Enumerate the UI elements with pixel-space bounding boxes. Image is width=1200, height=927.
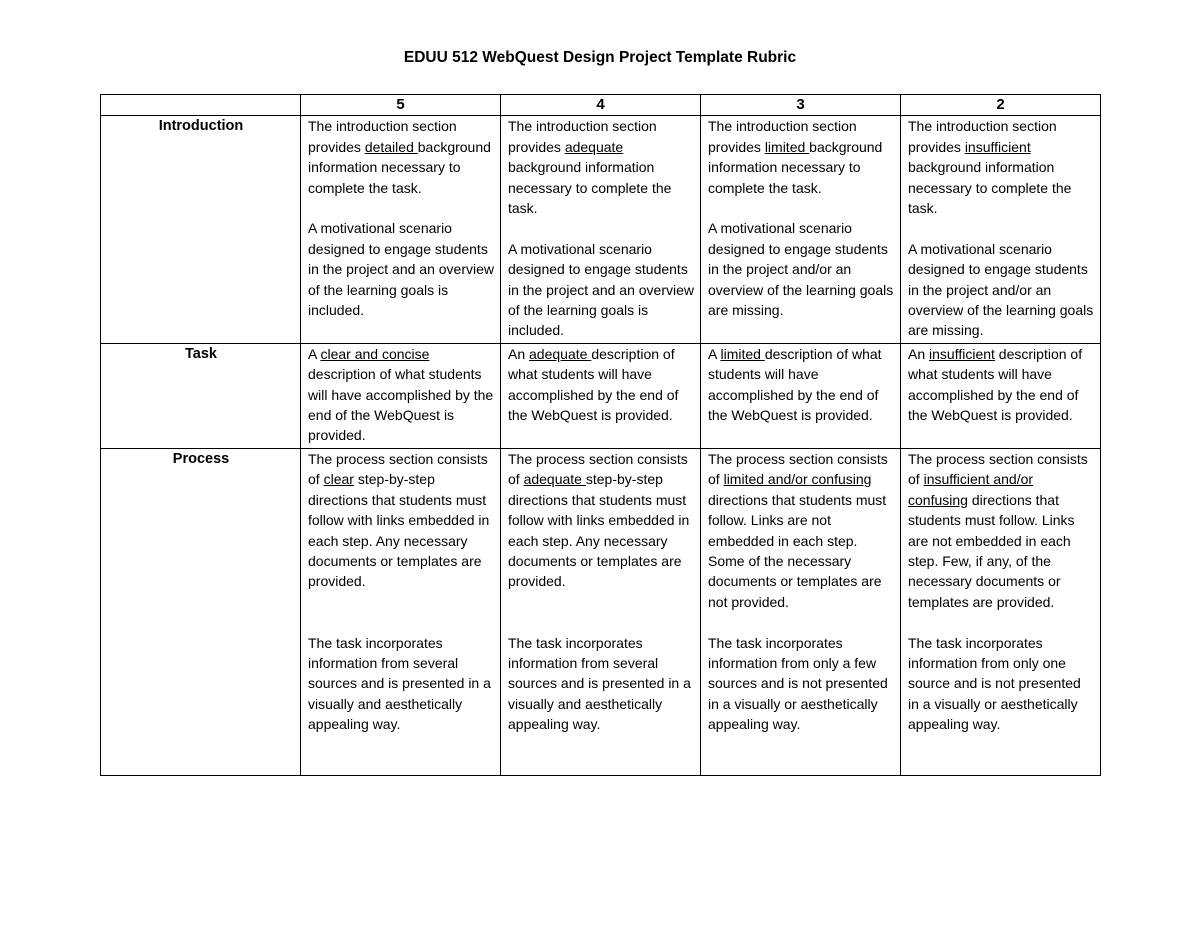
rubric-cell-introduction-3 xyxy=(701,116,901,343)
rubric-cell-introduction-5 xyxy=(301,116,501,343)
cell-paragraph: The introduction section provides insufficient background information necessary to complete the task. xyxy=(908,118,1072,217)
rubric-cell-task-5 xyxy=(301,343,501,448)
emphasis-term: insufficient xyxy=(929,345,995,362)
emphasis-term: adequate xyxy=(529,345,592,362)
criterion-label: Introduction xyxy=(101,116,301,343)
criterion-label: Task xyxy=(101,343,301,448)
rubric-row-process xyxy=(101,448,1101,775)
rubric-table xyxy=(100,94,1101,776)
cell-paragraph: A motivational scenario designed to engage students in the project and an overview of the learning goals is included. xyxy=(508,240,694,339)
cell-paragraph: A motivational scenario designed to engage students in the project and/or an overview of the learning goals are missing. xyxy=(908,240,1094,339)
document-title: EDUU 512 WebQuest Design Project Template Rubric xyxy=(403,49,797,66)
rubric-cell-task-3 xyxy=(701,343,901,448)
rubric-cell-introduction-2 xyxy=(901,116,1101,343)
emphasis-term: adequate xyxy=(523,471,586,488)
cell-paragraph: The process section consists of limited and/or confusing directions that students must follow. Links are not embedded in each step. Some of the necessary documents or templates are not provided. xyxy=(708,450,888,610)
emphasis-term: clear and concise xyxy=(320,345,430,362)
cell-paragraph: The task incorporates information from only a few sources and is not presented in a visually or aesthetically appealing way. xyxy=(708,634,888,733)
rubric-cell-process-4 xyxy=(501,448,701,775)
level-header-3: 3 xyxy=(701,95,901,116)
rubric-row-task xyxy=(101,343,1101,448)
cell-paragraph: The task incorporates information from several sources and is presented in a visually and aesthetically appealing way. xyxy=(508,634,691,733)
emphasis-term: insufficient and/or confusing xyxy=(908,471,1034,508)
cell-paragraph: The introduction section provides limited background information necessary to complete the task. xyxy=(708,118,883,196)
cell-paragraph: The task incorporates information from several sources and is presented in a visually and aesthetically appealing way. xyxy=(308,634,491,733)
rubric-cell-process-2 xyxy=(901,448,1101,775)
emphasis-term: limited and/or confusing xyxy=(723,471,872,488)
cell-paragraph: The task incorporates information from only one source and is not presented in a visually or aesthetically appealing way. xyxy=(908,634,1081,733)
rubric-cell-introduction-4 xyxy=(501,116,701,343)
cell-paragraph: The process section consists of clear step-by-step directions that students must follow with links embedded in each step. Any necessary documents or templates are provided. xyxy=(308,450,490,590)
rubric-row-introduction xyxy=(101,116,1101,343)
cell-paragraph: The introduction section provides adequate background information necessary to complete the task. xyxy=(508,118,672,217)
header-corner-cell xyxy=(101,95,301,116)
cell-paragraph: An adequate description of what students will have accomplished by the end of the WebQuest is provided. xyxy=(508,345,679,424)
cell-paragraph: The process section consists of insufficient and/or confusing directions that students must follow. Links are not embedded in each step. Few, if any, of the necessary documents or templates are provided. xyxy=(908,450,1088,610)
level-header-5: 5 xyxy=(301,95,501,116)
emphasis-term: detailed xyxy=(364,138,418,155)
rubric-cell-task-2 xyxy=(901,343,1101,448)
emphasis-term: limited xyxy=(764,138,810,155)
cell-paragraph: A limited description of what students will have accomplished by the end of the WebQuest is provided. xyxy=(708,345,882,424)
cell-paragraph: The process section consists of adequate step-by-step directions that students must follow with links embedded in each step. Any necessary documents or templates are provided. xyxy=(508,450,690,590)
level-header-4: 4 xyxy=(501,95,701,116)
emphasis-term: limited xyxy=(720,345,765,362)
header-row xyxy=(101,95,1101,116)
emphasis-term: adequate xyxy=(564,138,624,155)
cell-paragraph: A clear and concise description of what students will have accomplished by the end of the WebQuest is provided. xyxy=(308,345,494,444)
cell-paragraph: An insufficient description of what students will have accomplished by the end of the WebQuest is provided. xyxy=(908,345,1083,424)
emphasis-term: clear xyxy=(323,471,354,488)
cell-paragraph: A motivational scenario designed to engage students in the project and/or an overview of the learning goals are missing. xyxy=(708,220,894,319)
emphasis-term: insufficient xyxy=(964,138,1031,155)
rubric-cell-process-5 xyxy=(301,448,501,775)
rubric-cell-task-4 xyxy=(501,343,701,448)
cell-paragraph: A motivational scenario designed to engage students in the project and an overview of the learning goals is included. xyxy=(308,220,494,319)
cell-paragraph: The introduction section provides detailed background information necessary to complete the task. xyxy=(308,118,491,196)
criterion-label: Process xyxy=(101,448,301,775)
level-header-2: 2 xyxy=(901,95,1101,116)
rubric-cell-process-3 xyxy=(701,448,901,775)
